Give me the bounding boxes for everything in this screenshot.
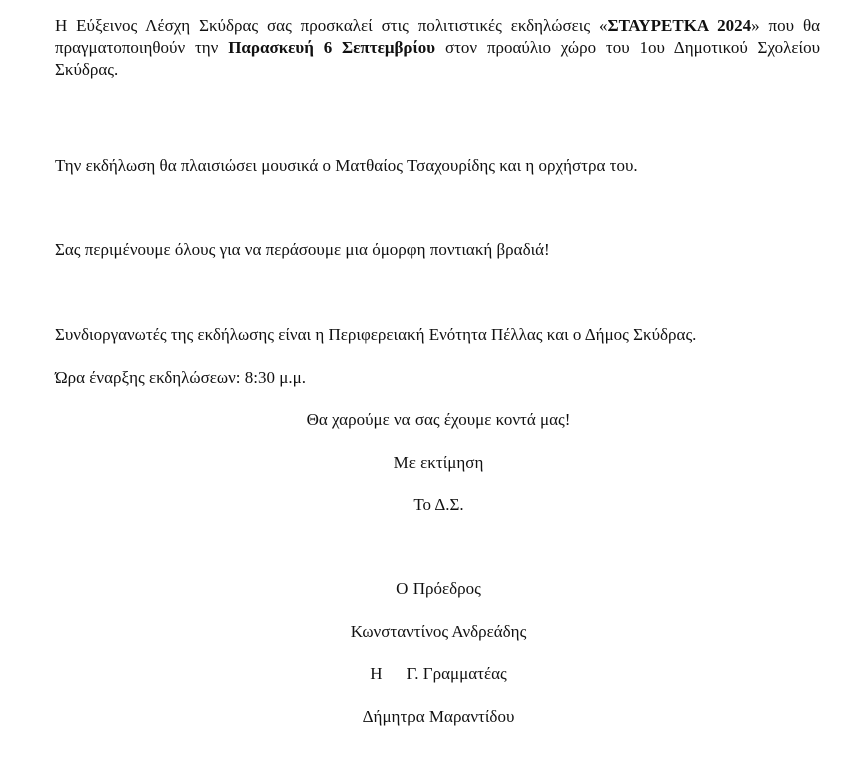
intro-text-part1: Η Εύξεινος Λέσχη Σκύδρας σας προσκαλεί στις πολιτιστικές εκδηλώσεις «: [55, 16, 608, 35]
music-line: Την εκδήλωση θα πλαισιώσει μουσικά ο Ματθαίος Τσαχουρίδης και η ορχήστρα του.: [55, 156, 638, 175]
secretary-title-text: Γ. Γραμματέας: [406, 664, 507, 683]
intro-paragraph: [55, 15, 820, 81]
event-name: ΣΤΑΥΡΕΤΚΑ 2024: [607, 16, 752, 35]
intro-text-part2: » που θα πραγματοποιηθούν την: [55, 16, 820, 57]
event-date: Παρασκευή 6 Σεπτεμβρίου: [228, 38, 436, 57]
start-time-line: Ώρα έναρξης εκδηλώσεων: 8:30 μ.μ.: [55, 368, 306, 387]
invite-line: Σας περιμένουμε όλους για να περάσουμε μια όμορφη ποντιακή βραδιά!: [55, 240, 550, 259]
closing-wish: Θα χαρούμε να σας έχουμε κοντά μας!: [306, 410, 571, 429]
president-title: Ο Πρόεδρος: [396, 579, 481, 598]
closing-board: Το Δ.Σ.: [413, 495, 464, 514]
coorganizers-line: Συνδιοργανωτές της εκδήλωσης είναι η Περιφερειακή Ενότητα Πέλλας και ο Δήμος Σκύδρας.: [55, 325, 697, 344]
president-name: Κωνσταντίνος Ανδρεάδης: [350, 622, 527, 641]
intro-text-part3: στον προαύλιο χώρο του 1ου Δημοτικού Σχολείου Σκύδρας.: [55, 38, 820, 79]
secretary-name: Δήμητρα Μαραντίδου: [362, 707, 515, 726]
secretary-article: Η: [370, 664, 383, 683]
secretary-title: [0, 663, 845, 685]
closing-regards: Με εκτίμηση: [393, 453, 484, 472]
